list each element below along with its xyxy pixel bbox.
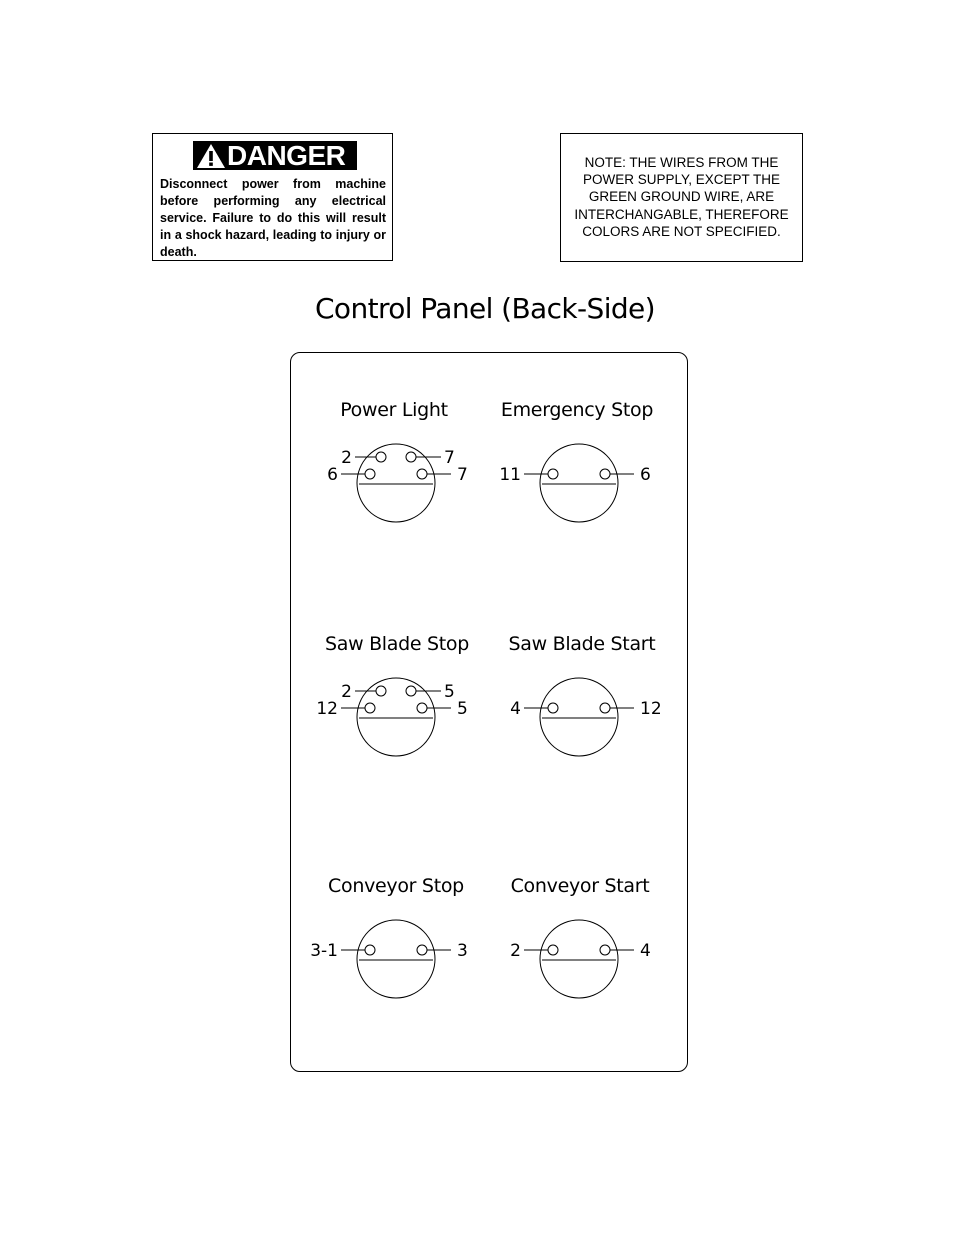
terminal-label: 12 (316, 699, 338, 719)
note-line: INTERCHANGABLE, THEREFORE (574, 206, 789, 222)
terminal-label: 7 (444, 448, 455, 468)
page-title: Control Panel (Back-Side) (314, 292, 656, 325)
terminal-label: 5 (457, 699, 468, 719)
terminal-contact (417, 469, 427, 479)
danger-heading: DANGER (227, 140, 346, 171)
terminal-contact (600, 469, 610, 479)
terminal-contact (406, 452, 416, 462)
terminal-label: 3 (457, 941, 468, 961)
switch-label-emergency-stop: Emergency Stop (500, 399, 654, 421)
terminal-contact (548, 469, 558, 479)
switch-body (540, 678, 618, 756)
switch-body (357, 678, 435, 756)
terminal-label: 2 (510, 941, 521, 961)
note-line: COLORS ARE NOT SPECIFIED. (582, 223, 781, 239)
terminal-label: 6 (640, 465, 651, 485)
switch-body (540, 920, 618, 998)
switch-body (357, 444, 435, 522)
switch-body (540, 444, 618, 522)
terminal-contact (600, 703, 610, 713)
terminal-label: 4 (640, 941, 651, 961)
terminal-label: 12 (640, 699, 662, 719)
terminal-label: 5 (444, 682, 455, 702)
switch-label-conveyor-start: Conveyor Start (510, 875, 650, 897)
terminal-contact (417, 703, 427, 713)
terminal-contact (406, 686, 416, 696)
note-line: POWER SUPPLY, EXCEPT THE (582, 172, 781, 188)
terminal-contact (365, 945, 375, 955)
terminal-contact (600, 945, 610, 955)
note-line: GREEN GROUND WIRE, ARE (588, 189, 775, 205)
terminal-label: 7 (457, 465, 468, 485)
terminal-label: 6 (327, 465, 338, 485)
switch-body (357, 920, 435, 998)
terminal-contact (376, 452, 386, 462)
terminal-label: 2 (341, 448, 352, 468)
switch-label-power-light: Power Light (340, 399, 448, 421)
note-line: NOTE: THE WIRES FROM THE (584, 155, 779, 170)
terminal-label: 3-1 (310, 941, 338, 961)
switch-label-saw-blade-start: Saw Blade Start (508, 633, 656, 655)
switch-label-conveyor-stop: Conveyor Stop (328, 875, 464, 897)
terminal-contact (417, 945, 427, 955)
danger-text: Disconnect power from machine before performing any electrical service. Failure to do this will result in a shock hazard, leading to injury or death. (160, 177, 386, 259)
terminal-label: 4 (510, 699, 521, 719)
switch-label-saw-blade-stop: Saw Blade Stop (324, 633, 470, 655)
terminal-contact (376, 686, 386, 696)
terminal-label: 2 (341, 682, 352, 702)
terminal-contact (548, 945, 558, 955)
terminal-contact (548, 703, 558, 713)
terminal-contact (365, 703, 375, 713)
terminal-contact (365, 469, 375, 479)
terminal-label: 11 (499, 465, 521, 485)
